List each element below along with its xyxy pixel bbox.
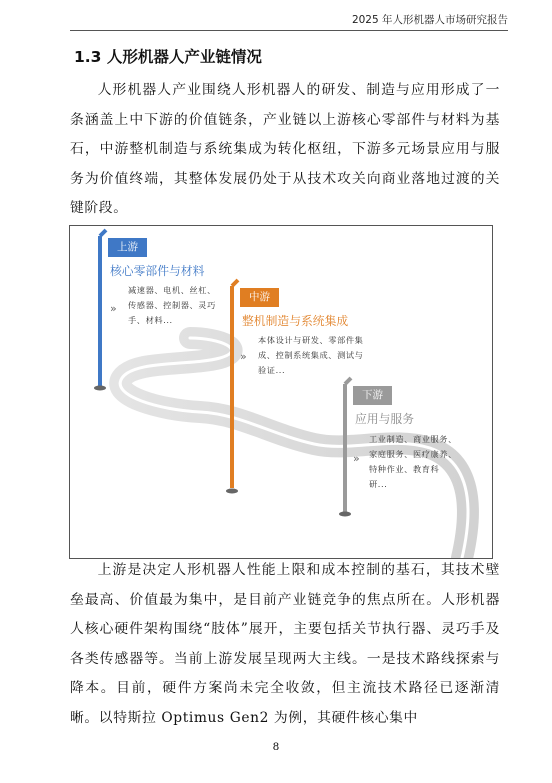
- desc-line: 本体设计与研发、零部件集: [258, 335, 364, 345]
- header-rule: [70, 30, 508, 31]
- stage-title-downstream: 应用与服务: [355, 412, 414, 426]
- desc-line: 验证...: [258, 365, 286, 375]
- section-title: 1.3 人形机器人产业链情况: [74, 48, 262, 66]
- desc-line: 传感器、控制器、灵巧: [128, 300, 216, 310]
- desc-line: 成、控制系统集成、测试与: [258, 350, 364, 360]
- stage-tab-upstream: 上游: [108, 238, 147, 257]
- stage-title-upstream: 核心零部件与材料: [110, 264, 205, 278]
- stage-tab-downstream: 下游: [353, 386, 392, 405]
- running-header: 2025 年人形机器人市场研究报告: [351, 14, 508, 26]
- stage-desc-downstream: [369, 432, 457, 492]
- desc-line: 手、材料...: [128, 315, 173, 325]
- desc-line: 研...: [369, 479, 388, 489]
- stage-tab-midstream: 中游: [240, 288, 279, 307]
- stage-desc-upstream: [128, 283, 216, 328]
- desc-line: 家庭服务、医疗康养、: [369, 449, 457, 459]
- chevron-icon: »: [240, 350, 247, 363]
- desc-line: 减速器、电机、丝杠、: [128, 285, 216, 295]
- stage-desc-midstream: [258, 333, 363, 378]
- industry-chain-diagram: [69, 225, 493, 559]
- upstream-paragraph: 上游是决定人形机器人性能上限和成本控制的基石，其技术壁垒最高、价值最为集中，是目前产业链竞争的焦点所在。人形机器人核心硬件架构围绕“肢体”展开，主要包括关节执行器、灵巧手及各类传感器等。当前上游发展呈现两大主线。一是技术路线探索与降本。目前，硬件方案尚未完全收敛，但主流技术路径已逐渐清晰。以特斯拉 Optimus Gen2 为例，其硬件核心集中: [70, 562, 500, 726]
- stage-title-midstream: 整机制造与系统集成: [242, 314, 349, 328]
- page-number: 8: [272, 741, 280, 753]
- intro-paragraph: 人形机器人产业围绕人形机器人的研发、制造与应用形成了一条涵盖上中下游的价值链条，产业链以上游核心零部件与材料为基石，中游整机制造与系统集成为转化枢纽，下游多元场景应用与服务为价值终端，其整体发展仍处于从技术攻关向商业落地过渡的关键阶段。: [70, 82, 500, 216]
- chevron-icon: »: [353, 452, 360, 465]
- desc-line: 工业制造、商业服务、: [369, 434, 457, 444]
- chevron-icon: »: [110, 302, 117, 315]
- desc-line: 特种作业、教育科: [369, 464, 440, 474]
